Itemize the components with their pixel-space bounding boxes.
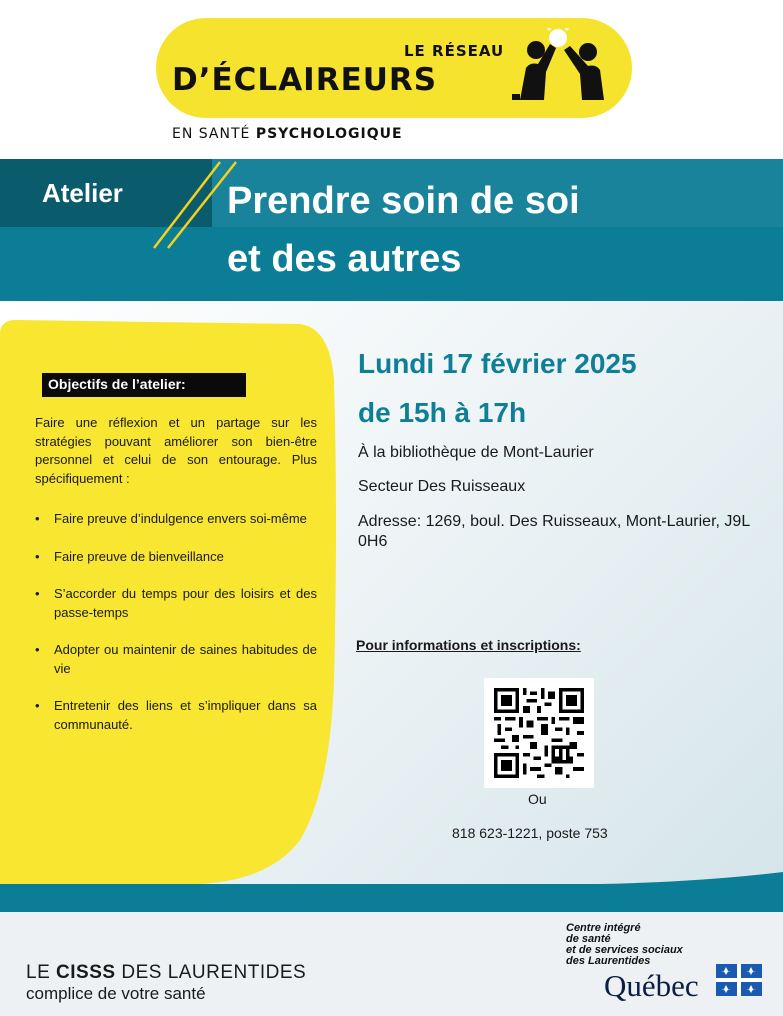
cisss-prefix: LE [26,962,51,983]
list-item [35,548,317,567]
contact-heading: Pour informations et inscriptions: [356,637,581,653]
cisss-name [26,962,306,984]
ciusss-line: Centre intégré [566,922,641,934]
ciusss-name [566,923,683,967]
list-item [35,510,317,529]
logo-small-text: LE RÉSEAU [404,42,505,60]
list-item-text: Adopter ou maintenir de saines habitudes de vie [54,642,317,676]
list-item-text: S’accorder du temps pour des loisirs et des passe-temps [54,586,317,620]
objectives-list [35,510,317,734]
bullet: • [35,642,40,657]
logo [0,0,783,160]
cisss-suffix: DES LAURENTIDES [121,962,307,983]
quebec-wordmark: Québec [604,968,699,1003]
footer-wave [0,872,783,912]
cisss-bold: CISSS [56,962,116,983]
qr-code[interactable] [484,678,594,788]
list-item-text: Entretenir des liens et s’impliquer dans sa communauté. [54,698,317,732]
objectives-intro: Faire une réflexion et un partage sur les stratégies pouvant améliorer son bien-être personnel et celui de son entourage. Plus spécifiquement : [35,415,317,486]
logo-tagline [172,126,403,142]
logo-tag-prefix: EN SANTÉ [172,126,251,142]
atelier-label: Atelier [42,178,123,208]
list-item-text: Faire preuve de bienveillance [54,548,224,564]
workshop-title-line-1: Prendre soin de soi [227,180,580,222]
high-five-icon [506,28,610,102]
or-text: Ou [528,791,547,807]
objectives-heading: Objectifs de l’atelier: [42,373,246,397]
cisss-tagline: complice de votre santé [26,984,206,1003]
event-sector: Secteur Des Ruisseaux [358,478,526,495]
bullet: • [35,698,40,713]
qr-code-icon [494,688,584,778]
event-date: Lundi 17 février 2025 [358,348,637,379]
event-address: Adresse: 1269, boul. Des Ruisseaux, Mont-Laurier, J9L 0H6 [358,513,750,550]
list-item [35,697,317,734]
bullet: • [35,511,40,526]
list-item [35,641,317,678]
workshop-title-line-2: et des autres [227,238,462,280]
ciusss-line: et de services sociaux [566,944,683,956]
quebec-flag-icon [716,964,762,996]
bullet: • [35,586,40,601]
phone-number[interactable]: 818 623-1221, poste 753 [452,825,608,841]
list-item [35,585,317,622]
event-time: de 15h à 17h [358,397,527,428]
logo-big-text: D’ÉCLAIREURS [172,62,438,98]
event-place: À la bibliothèque de Mont-Laurier [358,444,594,461]
logo-tag-bold: PSYCHOLOGIQUE [255,126,403,142]
bullet: • [35,548,40,564]
list-item-text: Faire preuve d’indulgence envers soi-même [54,511,307,526]
ciusss-line: des Laurentides [566,955,651,967]
ciusss-line: de santé [566,933,611,945]
